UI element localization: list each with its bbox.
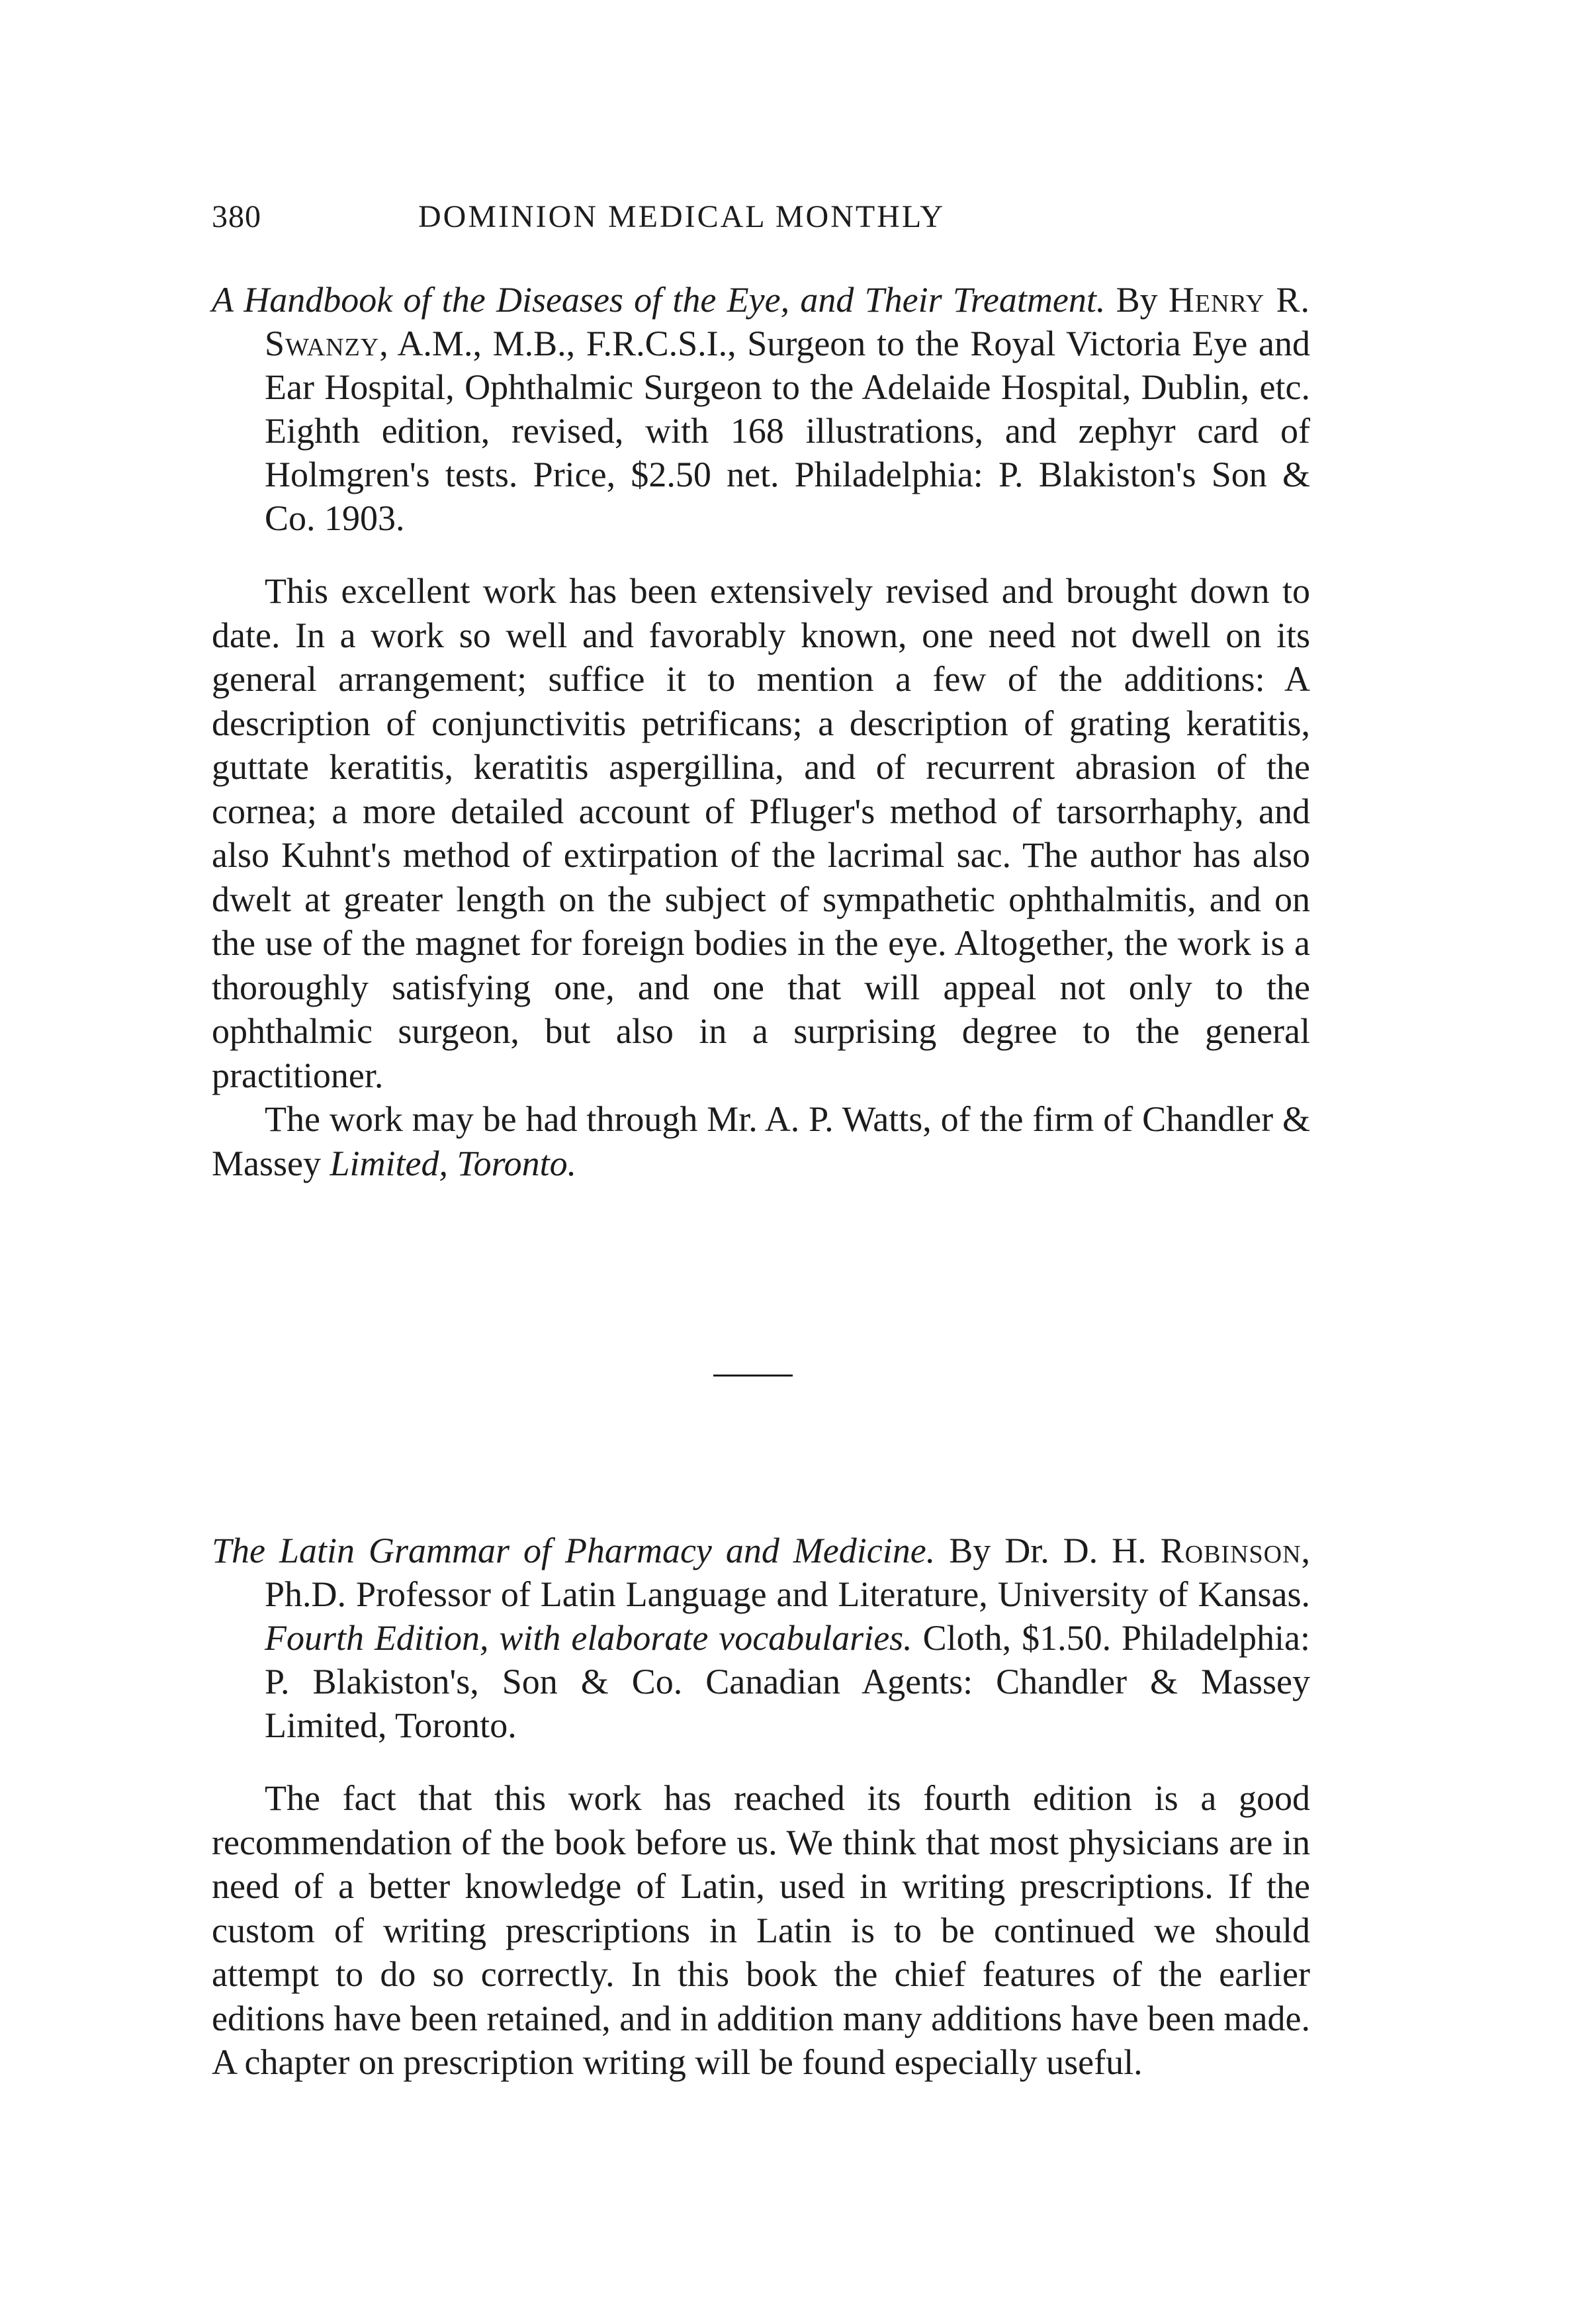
availability-text-italic: Limited, Toronto. — [330, 1143, 577, 1183]
book-citation — [212, 278, 1310, 540]
review-latin-grammar — [212, 1529, 1310, 2085]
review-eye-handbook — [212, 278, 1310, 1185]
book-details: , Ph.D. Professor of Latin Language and Literature, University of Kansas. — [265, 1531, 1311, 1614]
availability-paragraph — [212, 1097, 1310, 1185]
review-paragraph: This excellent work has been extensively revised and brought down to date. In a work so well and favorably known, one need not dwell on its general arrangement; suffice it to mention a few of the additions: A description of conjunctivitis petrificans; a description of grating keratitis, guttate keratitis, keratitis aspergillina, and of recurrent abrasion of the cornea; a more detailed account of Pfluger's method of tarsorrhaphy, and also Kuhnt's method of extirpation of the lacrimal sac. The author has also dwelt at greater length on the subject of sympathetic ophthalmitis, and on the use of the magnet for foreign bodies in the eye. Altogether, the work is a thoroughly satisfying one, and one that will appeal not only to the ophthalmic surgeon, but also in a surprising degree to the general practitioner. — [212, 571, 1310, 1095]
running-head — [212, 199, 1323, 238]
review-paragraph: The fact that this work has reached its fourth edition is a good recommendation of the book before us. We think that most physicians are in need of a better knowledge of Latin, used in writing prescriptions. If the custom of writing prescriptions in Latin is to be continued we should attempt to do so correctly. In this book the chief features of the earlier editions have been retained, and in addition many additions have been made. A chapter on prescription writing will be found especially useful. — [212, 1778, 1310, 2082]
book-title: A Handbook of the Diseases of the Eye, and Their Treatment. — [212, 280, 1106, 320]
book-details-price: Cloth, $1.50. Philadelphia: P. Blakiston's, Son & Co. Canadian Agents: Chandler & Massey Limited, Toronto. — [265, 1618, 1310, 1745]
book-title: The Latin Grammar of Pharmacy and Medicine. — [212, 1531, 936, 1570]
by-label: By Dr. D. H. — [949, 1531, 1147, 1570]
journal-title: DOMINION MEDICAL MONTHLY — [418, 199, 946, 234]
availability-text: The work may be had through Mr. A. P. Watts, of the firm of Chandler & Massey — [212, 1099, 1310, 1183]
edition-note: Fourth Edition, with elaborate vocabularies. — [265, 1618, 912, 1658]
book-details: , A.M., M.B., F.R.C.S.I., Surgeon to the Royal Victoria Eye and Ear Hospital, Ophthalmic Surgeon to the Adelaide Hospital, Dublin, etc. Eighth edition, revised, with 168 illustrations, and zephyr card of Holmgren's tests. Price, $2.50 net. Philadelphia: P. Blakiston's Son & Co. 1903. — [265, 324, 1310, 538]
author-name: Robinson — [1160, 1531, 1302, 1570]
page-number: 380 — [212, 199, 261, 234]
book-citation — [212, 1529, 1310, 1747]
section-divider — [713, 1375, 793, 1377]
by-label: By — [1116, 280, 1158, 320]
author-name: Henry R. Swanzy — [265, 280, 1310, 363]
